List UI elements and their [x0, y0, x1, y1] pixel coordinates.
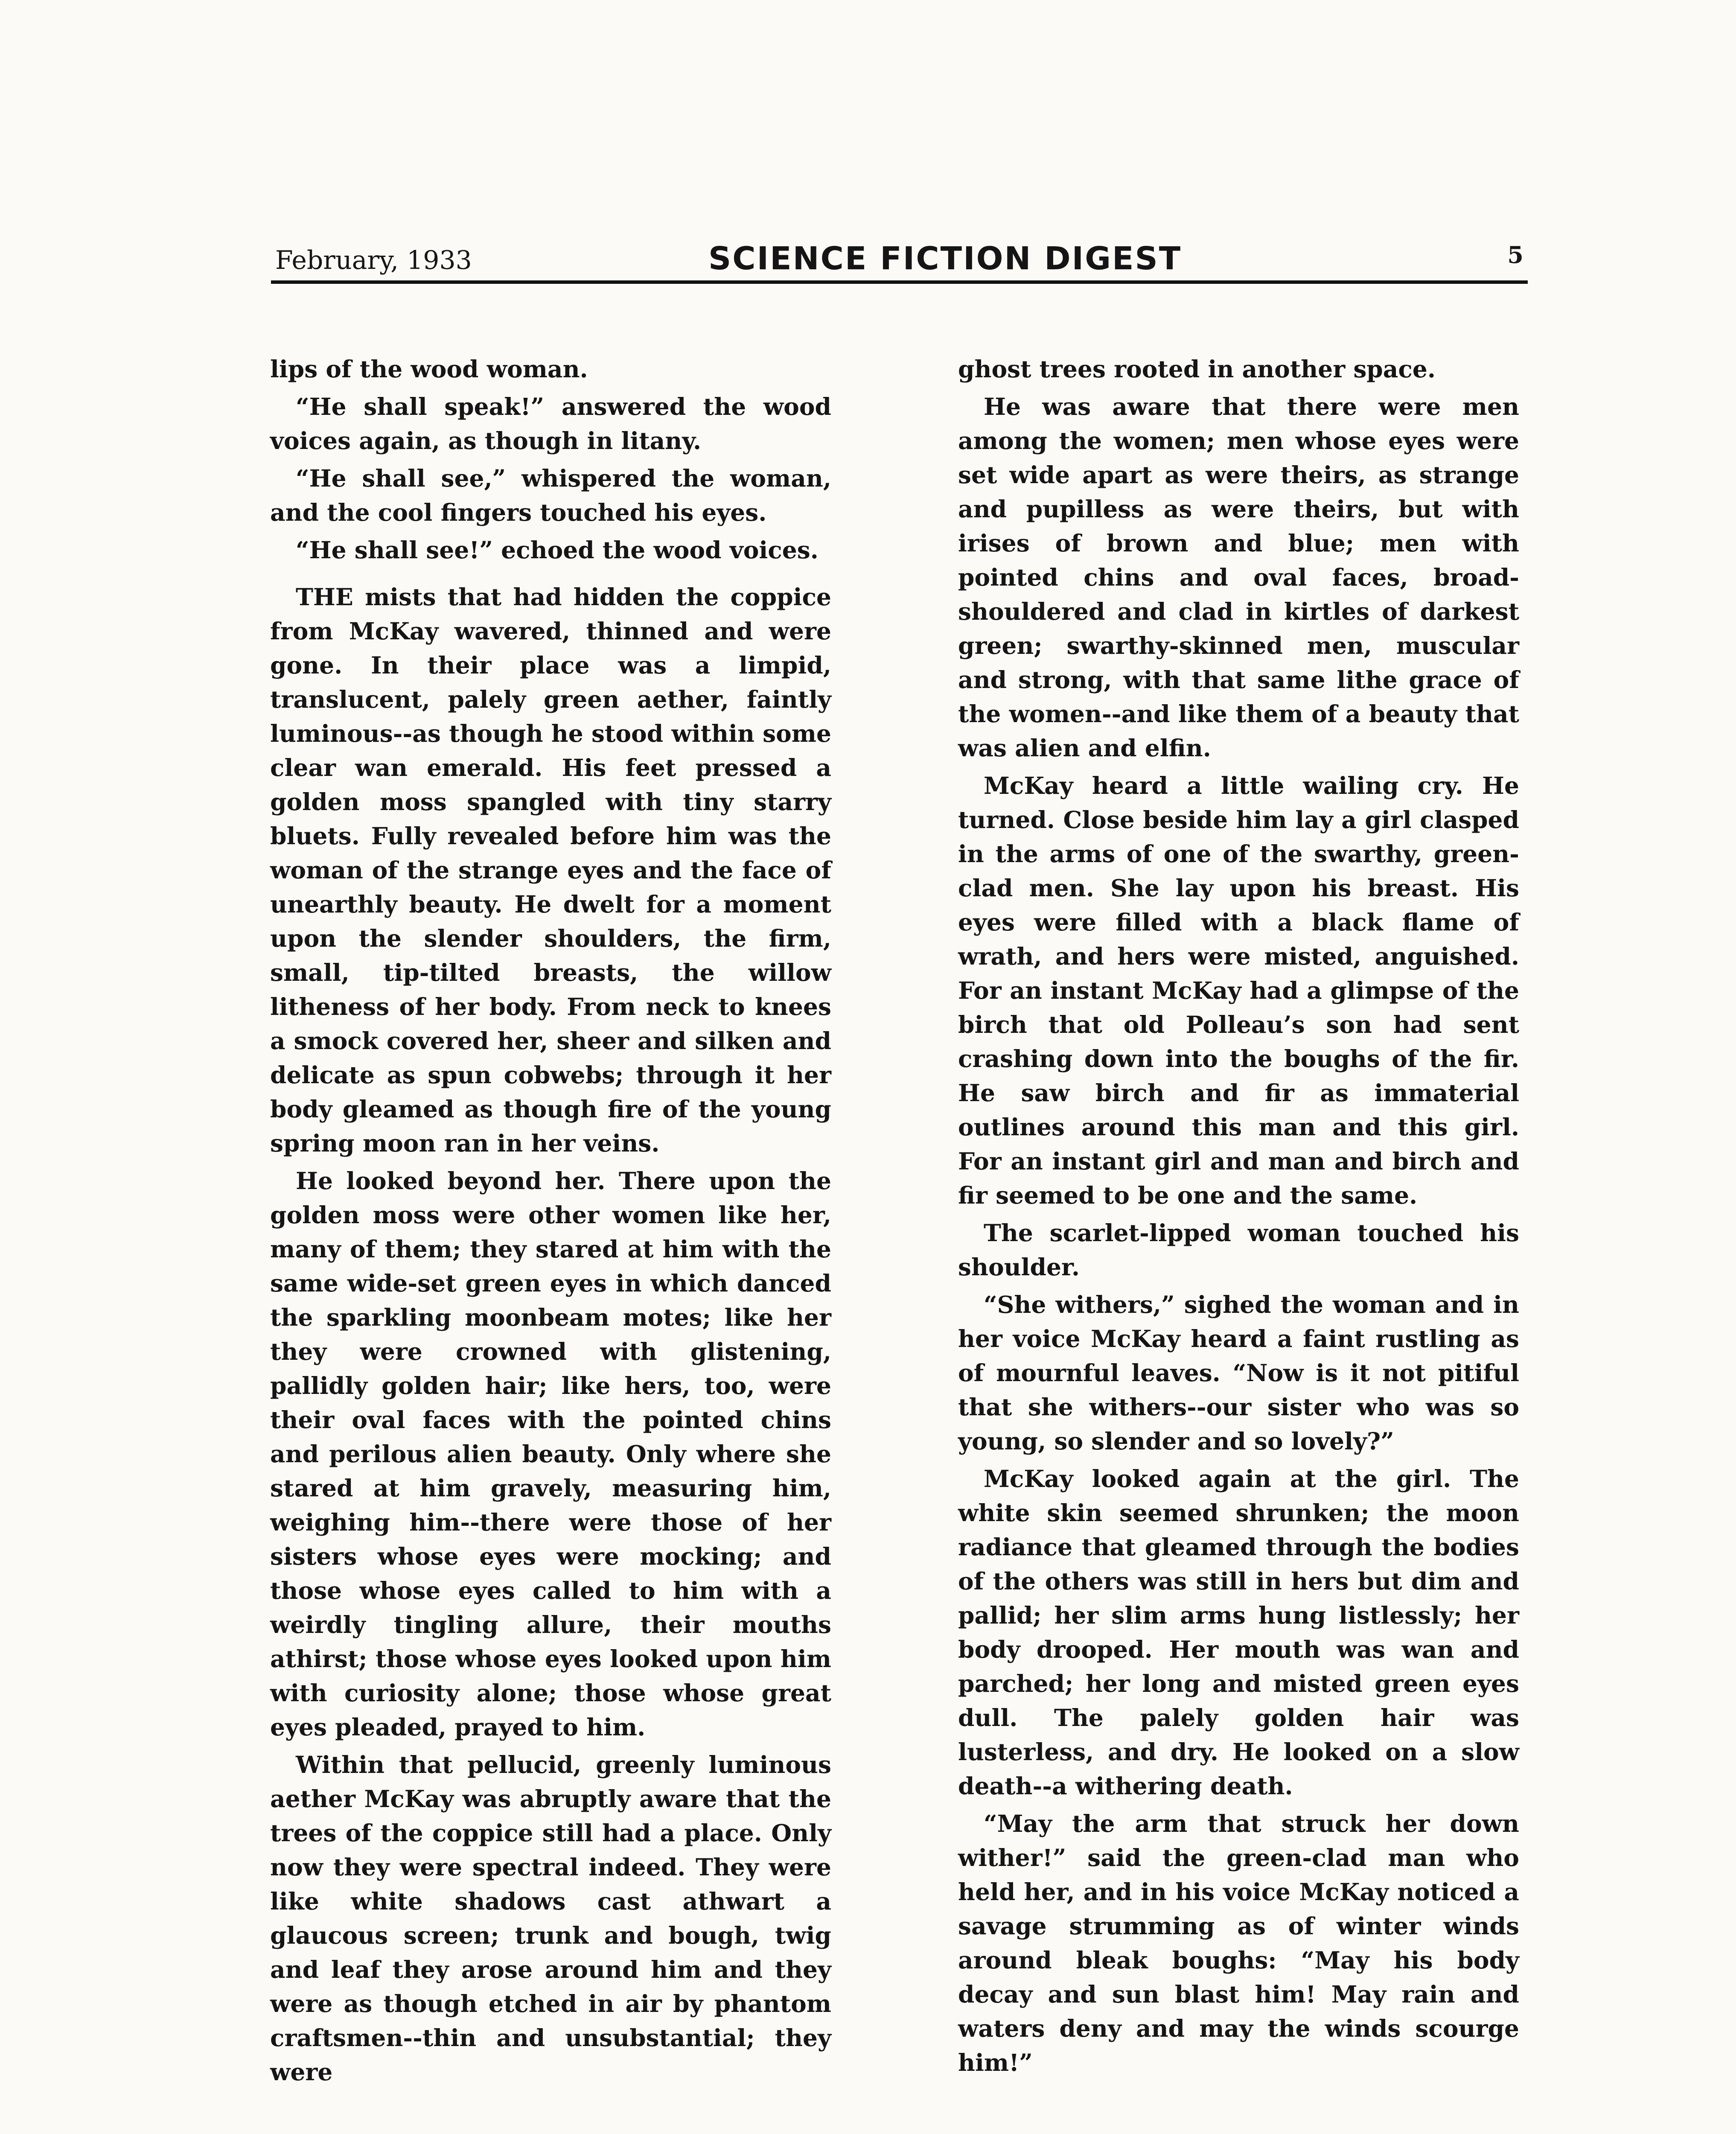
- left-column: [270, 352, 831, 2093]
- paragraph: The scarlet-lipped woman touched his shoulder.: [958, 1219, 1519, 1281]
- right-column: [958, 352, 1519, 2083]
- paragraph: “He shall see,” whispered the woman, and the cool fingers touched his eyes.: [270, 464, 831, 526]
- running-header: [271, 233, 1528, 284]
- magazine-title: SCIENCE FICTION DIGEST: [708, 240, 1182, 277]
- paragraph: “He shall speak!” answered the wood voices again, as though in litany.: [270, 393, 831, 455]
- page-number: 5: [1507, 241, 1523, 268]
- paragraph: McKay heard a little wailing cry. He turned. Close beside him lay a girl clasped in the arms of one of the swarthy, green-clad men. She lay upon his breast. His eyes were filled with a black flame of wrath, and hers were misted, anguished. For an instant McKay had a glimpse of the birch that old Polleau’s son had sent crashing down into the boughs of the fir. He saw birch and fir as immaterial outlines around this man and this girl. For an instant girl and man and birch and fir seemed to be one and the same.: [958, 772, 1519, 1209]
- issue-date: February, 1933: [275, 245, 472, 275]
- paragraph: “She withers,” sighed the woman and in her voice McKay heard a faint rustling as of mournful leaves. “Now is it not pitiful that she withers--our sister who was so young, so slender and so lovely?”: [958, 1291, 1519, 1455]
- paragraph: He looked beyond her. There upon the golden moss were other women like her, many of them; they stared at him with the same wide-set green eyes in which danced the sparkling moonbeam motes; like her they were crowned with glistening, pallidly golden hair; like hers, too, were their oval faces with the pointed chins and perilous alien beauty. Only where she stared at him gravely, measuring him, weighing him--there were those of her sisters whose eyes were mocking; and those whose eyes called to him with a weirdly tingling allure, their mouths athirst; those whose eyes looked upon him with curiosity alone; those whose great eyes pleaded, prayed to him.: [270, 1167, 831, 1741]
- paragraph: “May the arm that struck her down wither!” said the green-clad man who held her, and in his voice McKay noticed a savage strumming as of winter winds around bleak boughs: “May his body decay and sun blast him! May rain and waters deny and may the winds scourge him!”: [958, 1810, 1519, 2076]
- paragraph: “He shall see!” echoed the wood voices.: [296, 536, 818, 564]
- paragraph: ghost trees rooted in another space.: [958, 355, 1436, 383]
- paragraph: Within that pellucid, greenly luminous aether McKay was abruptly aware that the trees of the coppice still had a place. Only now they were spectral indeed. They were like white shadows cast athwart a glaucous screen; trunk and bough, twig and leaf they arose around him and they were as though etched in air by phantom craftsmen--thin and unsubstantial; they were: [270, 1751, 831, 2086]
- paragraph: McKay looked again at the girl. The white skin seemed shrunken; the moon radiance that gleamed through the bodies of the others was still in hers but dim and pallid; her slim arms hung listlessly; her body drooped. Her mouth was wan and parched; her long and misted green eyes dull. The palely golden hair was lusterless, and dry. He looked on a slow death--a withering death.: [958, 1465, 1519, 1800]
- paragraph: lips of the wood woman.: [270, 355, 588, 383]
- paragraph: He was aware that there were men among the women; men whose eyes were set wide apart as were theirs, as strange and pupilless as were theirs, but with irises of brown and blue; men with pointed chins and oval faces, broad-shouldered and clad in kirtles of darkest green; swarthy-skinned men, muscular and strong, with that same lithe grace of the women--and like them of a beauty that was alien and elfin.: [958, 393, 1519, 762]
- section-opening-paragraph: THE mists that had hidden the coppice from McKay wavered, thinned and were gone. In their place was a limpid, translucent, palely green aether, faintly luminous--as though he stood within some clear wan emerald. His feet pressed a golden moss spangled with tiny starry bluets. Fully revealed before him was the woman of the strange eyes and the face of unearthly beauty. He dwelt for a moment upon the slender shoulders, the firm, small, tip-tilted breasts, the willow litheness of her body. From neck to knees a smock covered her, sheer and silken and delicate as spun cobwebs; through it her body gleamed as though fire of the young spring moon ran in her veins.: [270, 583, 831, 1157]
